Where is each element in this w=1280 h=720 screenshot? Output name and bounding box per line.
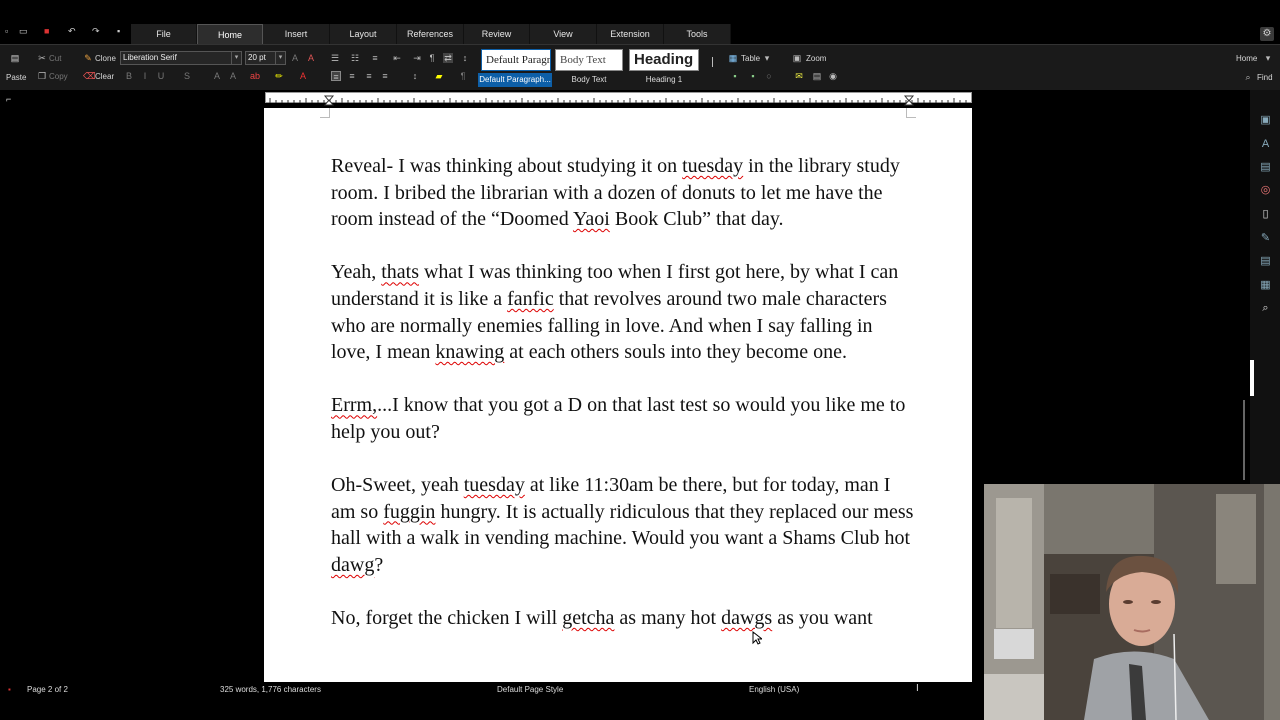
insert-chart-icon[interactable]: ▪ (751, 71, 755, 81)
clone-formatting-icon[interactable]: ✎ (84, 53, 92, 63)
text-run: ? (374, 553, 384, 576)
insert-comment-icon[interactable]: ✉ (795, 71, 803, 81)
new-document-icon[interactable]: ▫ (5, 26, 9, 36)
italic-icon[interactable]: I (143, 71, 147, 81)
document-paragraph[interactable] (331, 605, 916, 632)
tab-home[interactable]: Home (197, 24, 263, 44)
misspelled-word: tuesday (682, 155, 744, 177)
font-color-icon[interactable]: A (299, 71, 306, 81)
underline-icon[interactable]: U (157, 71, 165, 81)
table-icon[interactable]: ▦ (728, 53, 738, 63)
misspelled-word: fanfic (507, 287, 554, 310)
text-run: hungry. It is actually ridiculous that they replaced our mess hall with a walk in vending machine. Would you want a Shams Club hot (331, 500, 914, 550)
misspelled-word: knawing (435, 341, 505, 364)
chevron-down-icon[interactable]: ▾ (1265, 53, 1271, 63)
text-run: Book Club” that day. (609, 208, 784, 231)
insert-shape-icon[interactable]: ○ (766, 71, 772, 81)
sort-icon[interactable]: ↕ (462, 53, 468, 63)
text-run: Yeah, (331, 261, 382, 284)
open-folder-icon[interactable]: ▭ (19, 26, 28, 36)
indent-decrease-icon[interactable]: ⇤ (393, 53, 401, 63)
home-menu-button[interactable]: Home (1236, 54, 1258, 63)
font-name-value: Liberation Serif (123, 53, 177, 62)
menu-tab-bar (0, 24, 1280, 44)
text-run: Oh-Sweet, yeah (331, 474, 464, 497)
mouse-pointer-icon (752, 631, 762, 645)
misspelled-word: Errm, (331, 394, 378, 417)
styles-icon[interactable]: A (1261, 138, 1270, 150)
misspelled-word: Yaoi (572, 208, 610, 231)
find-icon[interactable]: ⌕ (1245, 72, 1251, 82)
highlight-color-icon[interactable]: ✏ (275, 71, 283, 81)
insert-field-icon[interactable]: ▤ (812, 71, 822, 81)
page-margin-corner (906, 108, 916, 118)
text-run: Reveal- I was thinking about studying it on (331, 155, 683, 177)
subscript-icon[interactable]: A (229, 71, 236, 81)
find-replace-icon[interactable]: ⌕ (1262, 302, 1269, 314)
style-label-default-paragraph[interactable]: Default Paragraph... (478, 73, 552, 87)
style-preview-heading[interactable]: Heading (629, 49, 699, 71)
chevron-down-icon[interactable]: ▾ (764, 53, 770, 63)
align-left-icon[interactable]: ≡ (331, 71, 341, 81)
justify-icon[interactable]: ≡ (382, 71, 388, 81)
export-pdf-icon[interactable]: ■ (44, 26, 50, 36)
font-name-field[interactable] (120, 51, 242, 65)
tab-extension[interactable]: Extension (597, 24, 664, 44)
gallery-icon[interactable]: ▤ (1260, 161, 1271, 173)
text-run: No, forget the chicken I will (331, 607, 563, 630)
document-body[interactable] (331, 153, 916, 658)
text-run: that revolves around two male characters who are normally enemies falling in love. And when I say falling in love, I mean (331, 287, 887, 364)
zoom-button[interactable]: Zoom (806, 54, 827, 63)
ruler-ticks (266, 95, 973, 106)
styles-scroll-indicator[interactable] (712, 57, 713, 67)
font-size-value: 20 pt (248, 53, 266, 62)
tab-layout[interactable]: Layout (330, 24, 397, 44)
misspelled-word: thats (381, 261, 419, 284)
text-language[interactable]: English (USA) (749, 685, 800, 694)
text-run: as many hot (614, 607, 722, 630)
copy-button[interactable]: Copy (49, 72, 68, 81)
bold-icon[interactable]: B (125, 71, 132, 81)
style-preview-default[interactable]: Default Paragr (481, 49, 551, 71)
paragraph-background-icon[interactable]: ▰ (435, 71, 443, 81)
page-count[interactable]: Page 2 of 2 (27, 685, 68, 694)
print-icon[interactable]: ▪ (117, 26, 121, 36)
misspelled-word: tuesday (463, 474, 525, 497)
numbering-icon[interactable]: ☷ (350, 53, 360, 63)
style-label-heading-1[interactable]: Heading 1 (645, 75, 683, 84)
tab-tools[interactable]: Tools (664, 24, 731, 44)
zoom-icon[interactable]: ▣ (792, 53, 802, 63)
home-ribbon (0, 44, 1280, 90)
text-cursor-icon: I (916, 683, 919, 694)
align-center-icon[interactable]: ≡ (349, 71, 355, 81)
cut-button[interactable]: Cut (49, 54, 62, 63)
copy-icon[interactable]: ❐ (37, 71, 47, 81)
text-run: ...I know that you got a D on that last test so would you like me to help you out? (331, 394, 906, 443)
undo-icon[interactable]: ↶ (68, 26, 76, 36)
text-run: as you want (772, 607, 873, 630)
style-label-body-text[interactable]: Body Text (571, 75, 607, 84)
text-run: in the library study room. I bribed the librarian with a dozen of donuts to let me have the room instead of the “Doomed (331, 155, 900, 231)
tab-view[interactable]: View (530, 24, 597, 44)
paste-icon[interactable]: ▤ (10, 53, 20, 63)
style-inspector-icon[interactable]: ✎ (1260, 232, 1271, 244)
outline-list-icon[interactable]: ≡ (372, 53, 378, 63)
style-preview-body-text[interactable]: Body Text (555, 49, 623, 71)
text-direction-icon[interactable]: ¶ (429, 53, 435, 63)
redo-icon[interactable]: ↷ (92, 26, 100, 36)
tab-insert[interactable]: Insert (263, 24, 330, 44)
document-paragraph[interactable] (331, 153, 916, 233)
tab-review[interactable]: Review (464, 24, 530, 44)
document-paragraph[interactable] (331, 392, 916, 445)
webcam-overlay (984, 484, 1280, 720)
text-run: what I was thinking too when I first got here, by what I can understand it is like a (331, 261, 899, 310)
line-spacing-icon[interactable]: ↕ (412, 71, 418, 81)
tab-stop-selector[interactable]: ⌐ (6, 94, 12, 104)
horizontal-ruler[interactable] (265, 92, 972, 103)
chevron-down-icon[interactable]: ▾ (231, 52, 241, 64)
chevron-down-icon[interactable]: ▾ (275, 52, 285, 64)
page-style[interactable]: Default Page Style (497, 685, 564, 694)
clear-formatting-icon[interactable]: ⌫ (83, 71, 96, 81)
insert-image-icon[interactable]: ▪ (733, 71, 737, 81)
page-margin-corner (320, 108, 330, 118)
misspelled-word: dawgs (721, 607, 773, 630)
navigator-icon[interactable]: ◎ (1260, 184, 1271, 196)
font-size-field[interactable] (245, 51, 286, 65)
bullets-icon[interactable]: ☰ (330, 53, 340, 63)
paragraph-marks-icon[interactable]: ¶ (460, 71, 466, 81)
manage-changes-icon[interactable]: ▤ (1260, 255, 1271, 267)
tab-references[interactable]: References (397, 24, 464, 44)
superscript-icon[interactable]: A (213, 71, 220, 81)
sidebar-collapse-handle[interactable] (1250, 360, 1254, 396)
align-right-icon[interactable]: ≡ (366, 71, 372, 81)
misspelled-word: getcha (562, 607, 615, 630)
table-button[interactable]: Table (741, 54, 761, 63)
cut-icon[interactable]: ✂ (38, 53, 46, 63)
document-paragraph[interactable] (331, 472, 916, 578)
clone-button[interactable]: Clone (95, 54, 116, 63)
formatting-marks-icon[interactable]: ⇄ (444, 53, 452, 63)
webcam-person-image (984, 484, 1280, 720)
text-effects-icon[interactable]: ab (250, 71, 261, 81)
text-run: at each others souls into they become one. (504, 341, 847, 364)
paste-button[interactable]: Paste (6, 73, 27, 82)
word-count[interactable]: 325 words, 1,776 characters (220, 685, 321, 694)
navigator-icon[interactable]: ◉ (829, 71, 837, 81)
design-icon[interactable]: ▦ (1260, 279, 1271, 291)
shrink-font-icon[interactable]: A (307, 53, 314, 63)
tab-file[interactable]: File (131, 24, 197, 44)
properties-icon[interactable]: ▣ (1260, 114, 1271, 126)
document-page[interactable] (264, 108, 972, 682)
misspelled-word: dawg (331, 553, 375, 576)
page-icon[interactable]: ▯ (1262, 208, 1269, 220)
scrollbar-thumb[interactable] (1243, 400, 1245, 480)
document-paragraph[interactable] (331, 259, 916, 365)
document-status-icon: ▪ (8, 685, 11, 694)
grow-font-icon[interactable]: A (291, 53, 298, 63)
strikethrough-icon[interactable]: S (183, 71, 190, 81)
indent-increase-icon[interactable]: ⇥ (413, 53, 421, 63)
text-run: at like 11:30am be there, but for today, man I am so (331, 474, 891, 523)
indent-marker[interactable] (325, 96, 333, 105)
settings-gear-icon[interactable]: ⚙ (1260, 27, 1274, 41)
find-button[interactable]: Find (1257, 73, 1273, 82)
misspelled-word: fuggin (383, 500, 436, 523)
clear-button[interactable]: Clear (95, 72, 115, 81)
